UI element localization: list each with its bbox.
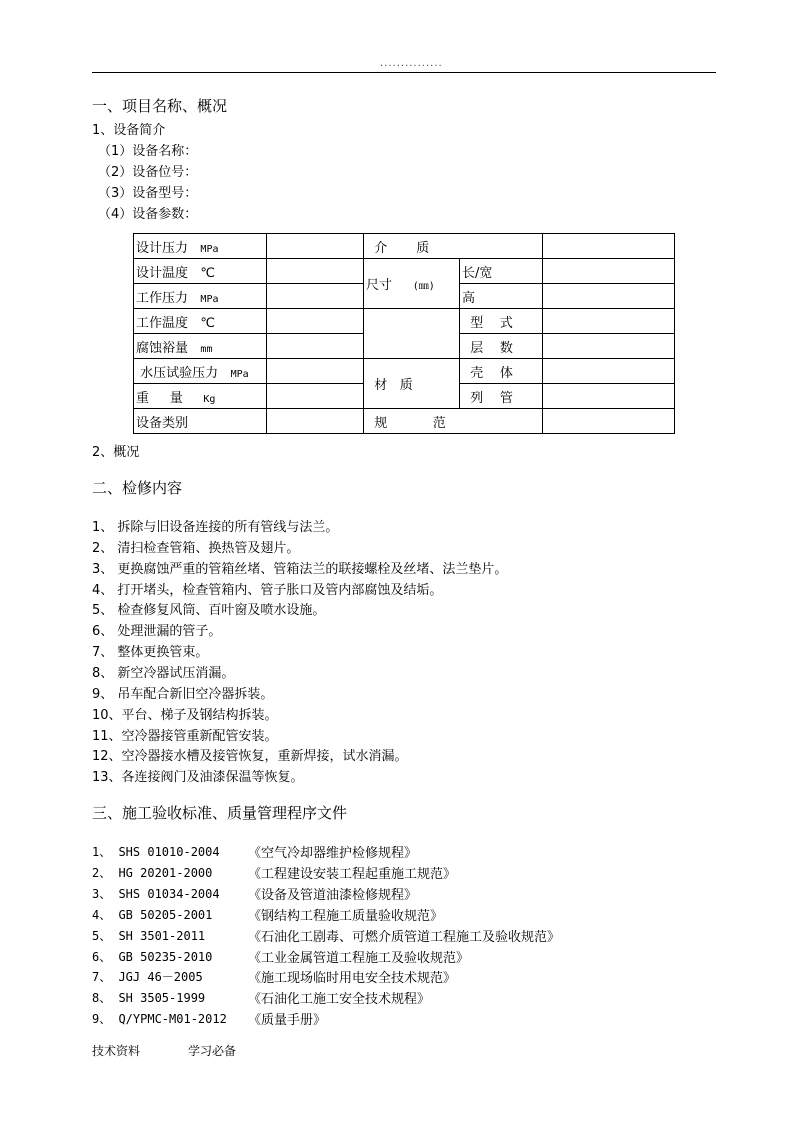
weight-value xyxy=(267,384,364,409)
standard-name: 《空气冷却器维护检修规程》 xyxy=(248,846,418,861)
weight-cell: 重 量 Kg xyxy=(134,384,267,409)
layers-value xyxy=(543,334,675,359)
section1-sub2: 2、概况 xyxy=(92,445,140,460)
standard-name: 《石油化工施工安全技术规程》 xyxy=(248,992,431,1007)
height-value xyxy=(543,284,675,309)
design-temp-cell: 设计温度 ℃ xyxy=(134,259,267,284)
standard-code: 7、 JGJ 46－2005 xyxy=(92,970,203,984)
list-item: 4、 打开堵头，检查管箱内、管子胀口及管内部腐蚀及结垢。 xyxy=(92,583,443,598)
standard-name: 《工程建设安装工程起重施工规范》 xyxy=(248,867,457,882)
device-params-label: （4）设备参数： xyxy=(98,207,198,222)
list-item: 7、 整体更换管束。 xyxy=(92,645,209,660)
standard-name: 《石油化工剧毒、可燃介质管道工程施工及验收规范》 xyxy=(248,930,561,945)
list-item: 13、各连接阀门及油漆保温等恢复。 xyxy=(92,770,304,785)
list-item: 9、 吊车配合新旧空冷器拆装。 xyxy=(92,687,274,702)
table-row xyxy=(134,234,675,259)
corrosion-cell: 腐蚀裕量 mm xyxy=(134,334,267,359)
standard-code: 1、 SHS 01010-2004 xyxy=(92,845,220,859)
list-item: 8、 新空冷器试压消漏。 xyxy=(92,666,235,681)
design-temp-value xyxy=(267,259,364,284)
list-item: 11、空冷器接管重新配管安装。 xyxy=(92,729,278,744)
spec-value xyxy=(543,409,675,434)
header-dots: ............... xyxy=(380,58,443,69)
table-row xyxy=(134,409,675,434)
type-cell: 型 式 xyxy=(460,309,543,334)
standard-name: 《质量手册》 xyxy=(248,1013,327,1028)
shell-value xyxy=(543,359,675,384)
standard-name: 《工业金属管道工程施工及验收规范》 xyxy=(248,951,470,966)
section2-title: 二、检修内容 xyxy=(92,479,183,497)
tubes-value xyxy=(543,384,675,409)
standard-code: 9、 Q/YPMC-M01-2012 xyxy=(92,1012,227,1026)
list-item: 10、平台、梯子及钢结构拆装。 xyxy=(92,708,278,723)
footer-left: 技术资料 xyxy=(92,1044,141,1058)
height-cell: 高 xyxy=(460,284,543,309)
device-name-label: （1）设备名称： xyxy=(98,144,198,159)
design-pressure-value xyxy=(267,234,364,259)
section1-title: 一、项目名称、概况 xyxy=(92,97,228,115)
spec-cell: 规 范 xyxy=(364,409,543,434)
category-cell: 设备类别 xyxy=(134,409,267,434)
standard-code: 8、 SH 3505-1999 xyxy=(92,991,206,1005)
category-value xyxy=(267,409,364,434)
standard-name: 《施工现场临时用电安全技术规范》 xyxy=(248,971,457,986)
standard-code: 4、 GB 50205-2001 xyxy=(92,908,213,922)
list-item: 12、空冷器接水槽及接管恢复，重新焊接，试水消漏。 xyxy=(92,749,408,764)
section1-sub1: 1、设备简介 xyxy=(92,123,166,138)
list-item: 2、 清扫检查管箱、换热管及翅片。 xyxy=(92,541,300,556)
work-temp-cell: 工作温度 ℃ xyxy=(134,309,267,334)
design-pressure-cell: 设计压力 MPa xyxy=(134,234,267,259)
device-parameter-table xyxy=(133,233,675,434)
list-item: 3、 更换腐蚀严重的管箱丝堵、管箱法兰的联接螺栓及丝堵、法兰垫片。 xyxy=(92,562,508,577)
standard-code: 3、 SHS 01034-2004 xyxy=(92,887,220,901)
standard-code: 6、 GB 50235-2010 xyxy=(92,950,213,964)
layers-cell: 层 数 xyxy=(460,334,543,359)
hydro-test-cell: 水压试验压力 MPa xyxy=(134,359,267,384)
len-width-value xyxy=(543,259,675,284)
size-cell: 尺寸 (㎜) xyxy=(364,259,460,309)
section3-title: 三、施工验收标准、质量管理程序文件 xyxy=(92,804,348,822)
hydro-test-value xyxy=(267,359,364,384)
standard-code: 2、 HG 20201-2000 xyxy=(92,866,213,880)
device-tag-label: （2）设备位号： xyxy=(98,165,198,180)
footer-right: 学习必备 xyxy=(188,1044,237,1058)
device-model-label: （3）设备型号： xyxy=(98,186,198,201)
medium-value xyxy=(543,234,675,259)
work-pressure-value xyxy=(267,284,364,309)
corrosion-value xyxy=(267,334,364,359)
standard-name: 《钢结构工程施工质量验收规范》 xyxy=(248,909,444,924)
table-row xyxy=(134,259,675,284)
list-item: 1、 拆除与旧设备连接的所有管线与法兰。 xyxy=(92,520,339,535)
tubes-cell: 列 管 xyxy=(460,384,543,409)
len-width-cell: 长/宽 xyxy=(460,259,543,284)
standard-name: 《设备及管道油漆检修规程》 xyxy=(248,888,418,903)
list-item: 5、 检查修复风筒、百叶窗及喷水设施。 xyxy=(92,603,326,618)
table-row xyxy=(134,359,675,384)
table-row xyxy=(134,309,675,334)
material-cell: 材 质 xyxy=(364,359,460,409)
work-temp-value xyxy=(267,309,364,334)
blank-cell xyxy=(364,309,460,359)
list-item: 6、 处理泄漏的管子。 xyxy=(92,624,222,639)
shell-cell: 壳 体 xyxy=(460,359,543,384)
medium-cell: 介 质 xyxy=(364,234,543,259)
work-pressure-cell: 工作压力 MPa xyxy=(134,284,267,309)
header-rule xyxy=(92,72,716,73)
type-value xyxy=(543,309,675,334)
standard-code: 5、 SH 3501-2011 xyxy=(92,929,206,943)
